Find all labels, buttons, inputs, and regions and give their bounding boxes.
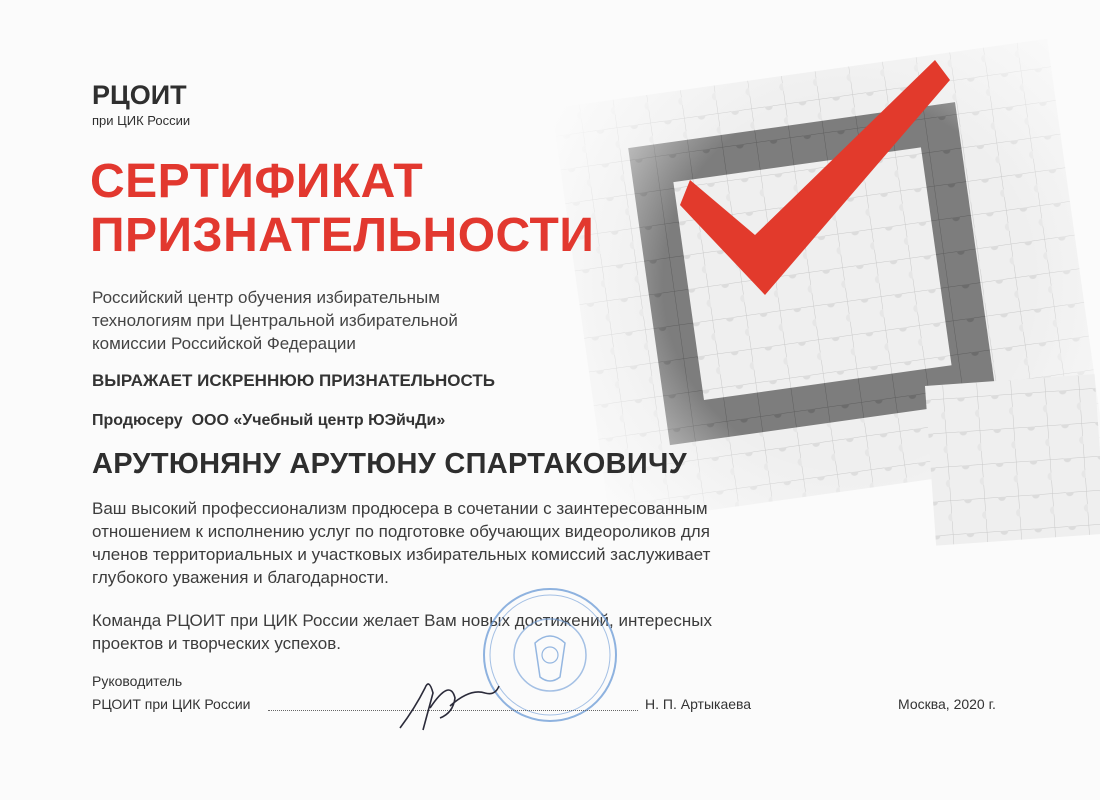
body-line: глубокого уважения и благодарности. bbox=[92, 568, 389, 587]
place-date: Москва, 2020 г. bbox=[898, 696, 996, 712]
title-line-1: СЕРТИФИКАТ bbox=[90, 155, 424, 208]
signer-organization: РЦОИТ при ЦИК России bbox=[92, 696, 251, 712]
logo-title: РЦОИТ bbox=[92, 80, 187, 110]
logo-subtitle: при ЦИК России bbox=[92, 113, 191, 128]
org-line: технологиям при Центральной избирательной bbox=[92, 311, 458, 330]
org-line: Российский центр обучения избирательным bbox=[92, 288, 440, 307]
wish-text bbox=[92, 609, 812, 655]
certificate-title bbox=[90, 155, 594, 263]
body-line: Ваш высокий профессионализм продюсера в сочетании с заинтересованным bbox=[92, 499, 708, 518]
logo bbox=[92, 80, 190, 128]
handwritten-signature bbox=[395, 668, 505, 738]
producer-line: Продюсеру ООО «Учебный центр ЮЭйчДи» bbox=[92, 412, 446, 429]
signer-position: Руководитель bbox=[92, 673, 183, 689]
body-line: отношением к исполнению услуг по подготовке обучающих видеороликов для bbox=[92, 522, 710, 541]
body-line: членов территориальных и участковых избирательных комиссий заслуживает bbox=[92, 545, 711, 564]
org-line: комиссии Российской Федерации bbox=[92, 334, 356, 353]
title-line-2: ПРИЗНАТЕЛЬНОСТИ bbox=[90, 209, 595, 262]
recipient-name: АРУТЮНЯНУ АРУТЮНУ СПАРТАКОВИЧУ bbox=[92, 448, 687, 480]
wish-line: Команда РЦОИТ при ЦИК России желает Вам новых достижений, интересных bbox=[92, 611, 712, 630]
signer-name: Н. П. Артыкаева bbox=[645, 696, 752, 712]
body-text bbox=[92, 497, 812, 589]
organization-name bbox=[92, 286, 458, 355]
expresses-gratitude: ВЫРАЖАЕТ ИСКРЕННЮЮ ПРИЗНАТЕЛЬНОСТЬ bbox=[92, 371, 495, 390]
wish-line: проектов и творческих успехов. bbox=[92, 634, 341, 653]
